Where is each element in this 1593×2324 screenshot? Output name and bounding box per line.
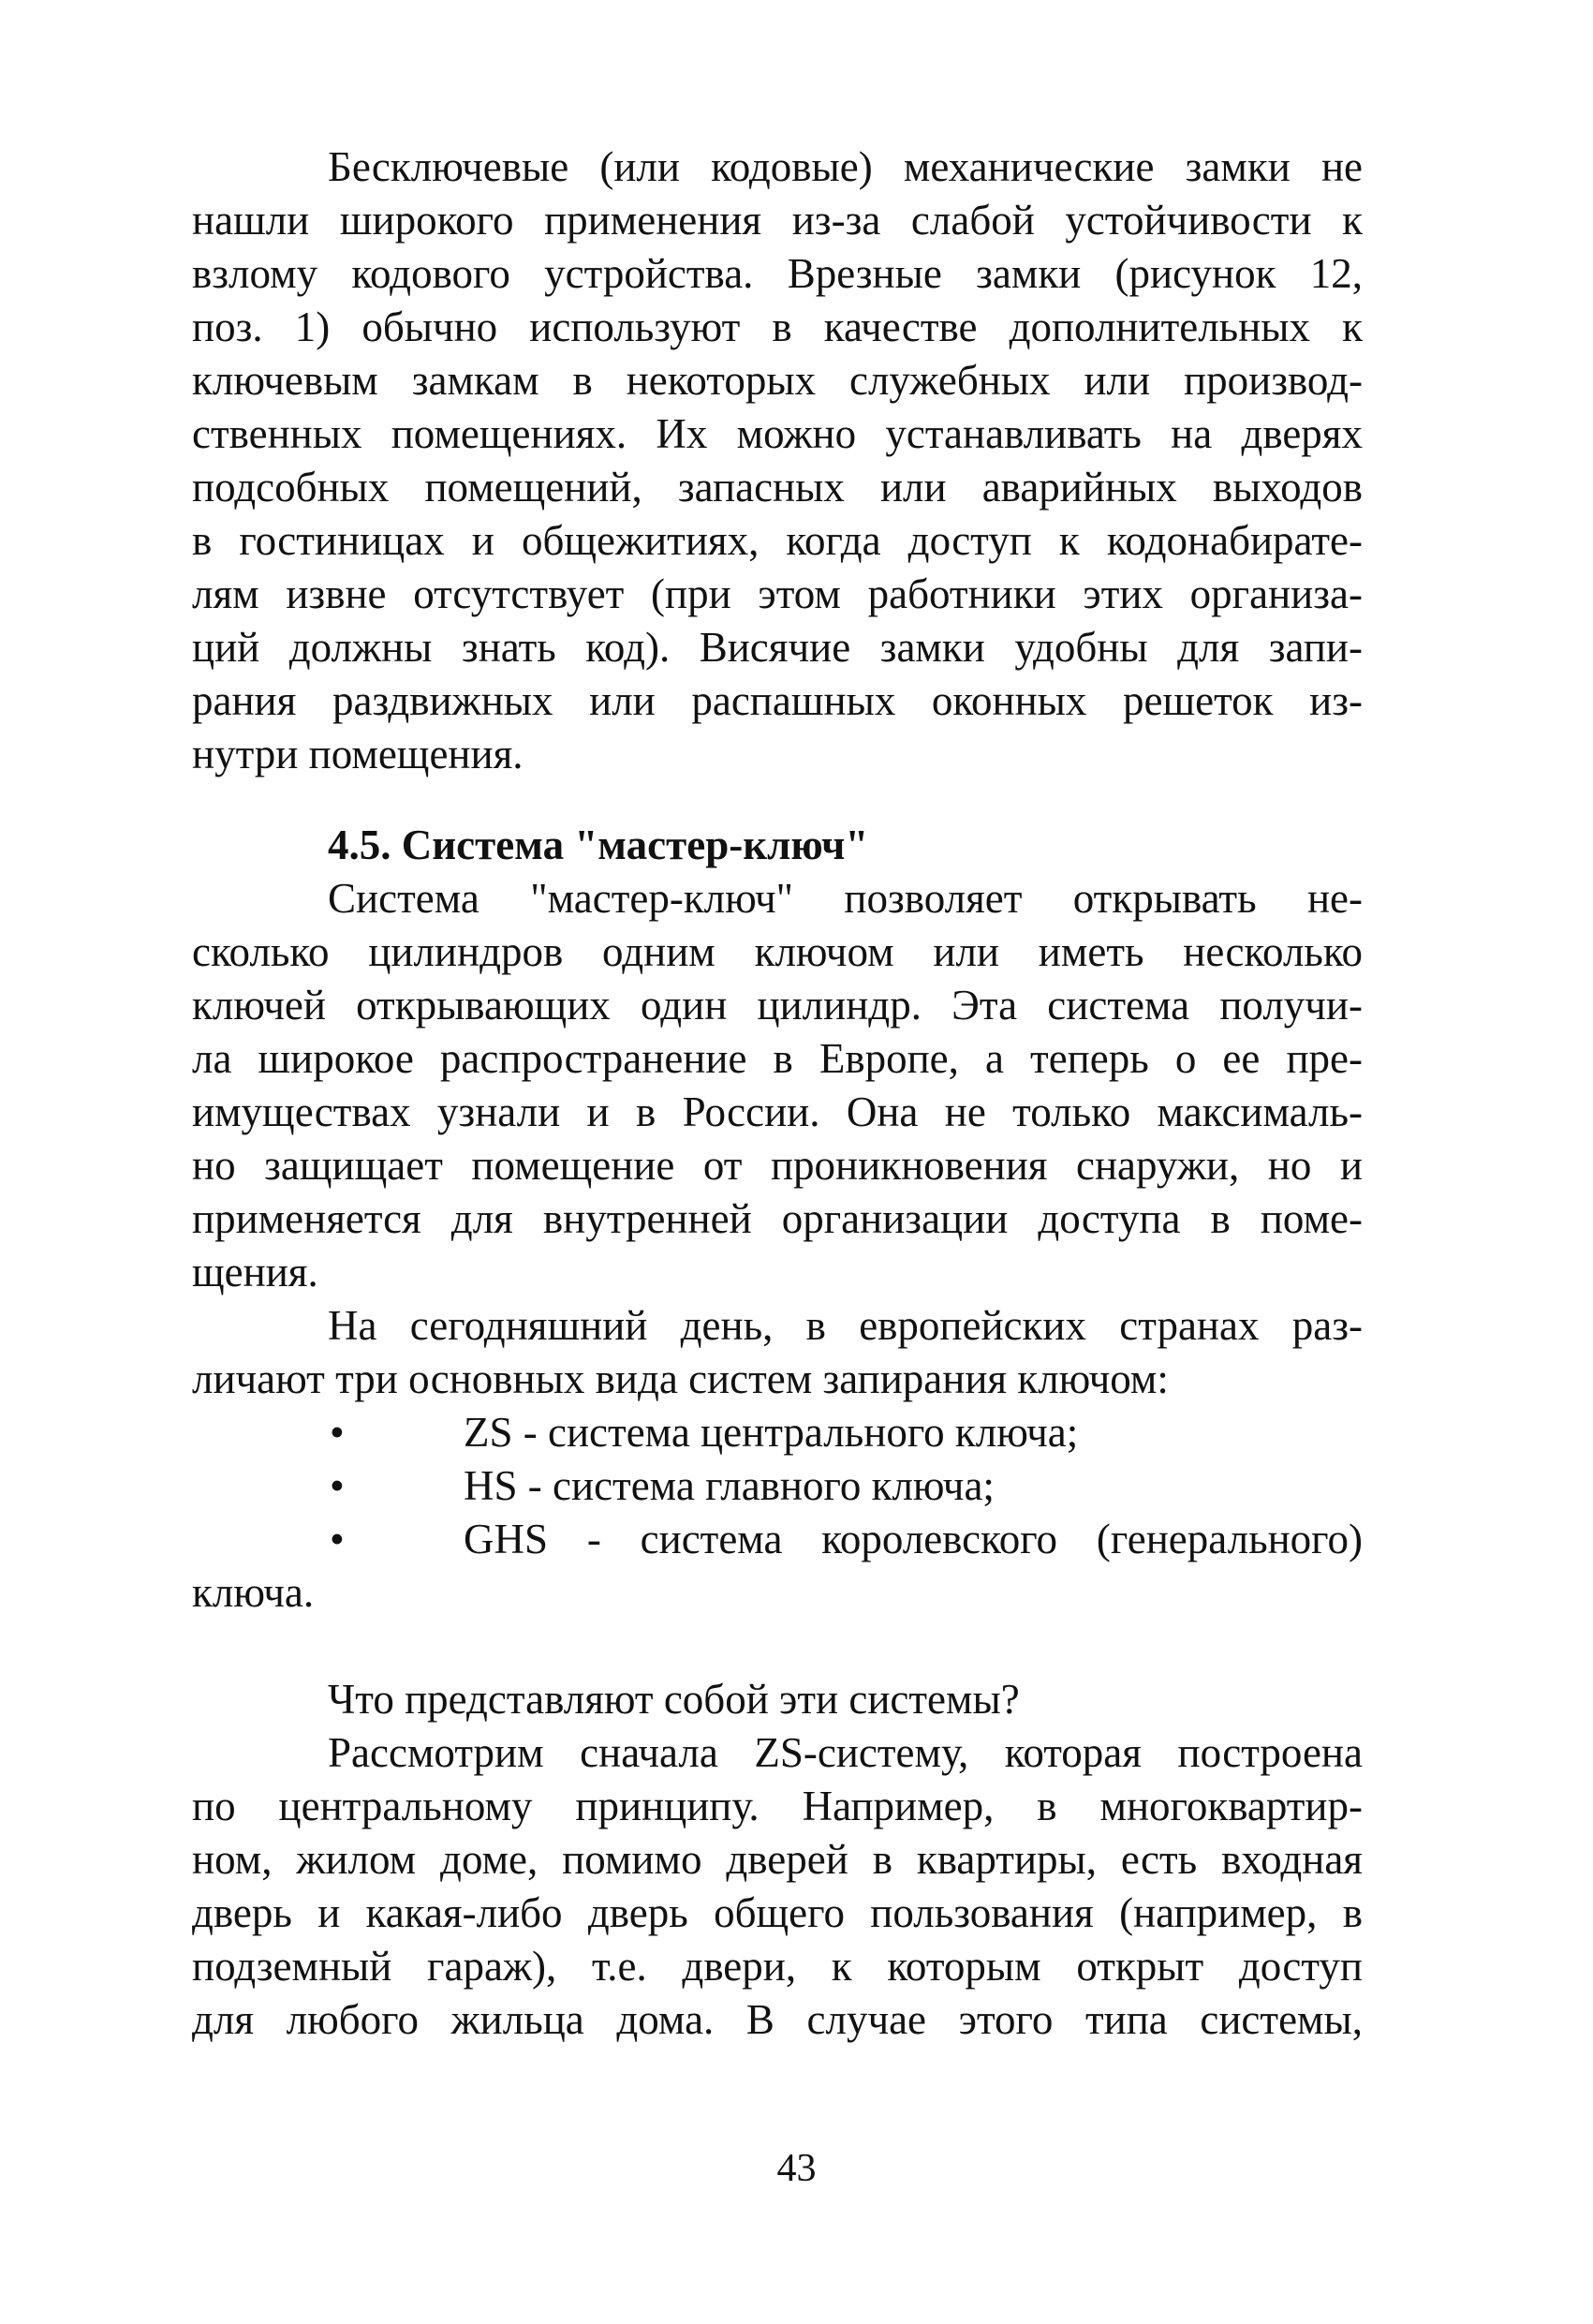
text-line: нашли широкого применения из-за слабой устойчивости к: [192, 197, 1363, 244]
text-line: ций должны знать код). Висячие замки удобны для запи-: [192, 624, 1363, 671]
text-line: применяется для внутренней организации доступа в поме-: [192, 1195, 1363, 1242]
bullet-marker: •: [330, 1409, 345, 1456]
list-item: [192, 1459, 1363, 1513]
text-line: На сегодняшний день, в европейских странах раз-: [328, 1302, 1363, 1349]
text-line: подсобных помещений, запасных или аварийных выходов: [192, 464, 1363, 511]
list-item: [192, 1406, 1363, 1459]
list-item-text: GHS - система королевского (генерального): [464, 1516, 1363, 1562]
list-item-text: HS - система главного ключа;: [464, 1462, 995, 1509]
text-line: лям извне отсутствует (при этом работники этих организа-: [192, 570, 1363, 617]
text-line: ном, жилом доме, помимо дверей в квартиры, есть входная: [192, 1836, 1363, 1883]
text-line: нутри помещения.: [192, 731, 524, 777]
text-line: в гостиницах и общежитиях, когда доступ к кодонабирате-: [192, 517, 1363, 564]
paragraph-master-key: [192, 872, 1363, 1299]
text-line: ключей открывающих один цилиндр. Эта система получи-: [192, 982, 1363, 1029]
text-line: сколько цилиндров одним ключом или иметь несколько: [192, 928, 1363, 975]
page-body: [192, 141, 1363, 2047]
text-line: по центральному принципу. Например, в многоквартир-: [192, 1783, 1363, 1829]
paragraph-zs-system: [192, 1726, 1363, 2047]
text-line: рания раздвижных или распашных оконных решеток из-: [192, 677, 1363, 724]
text-line: щения.: [192, 1249, 318, 1295]
text-line: ственных помещениях. Их можно устанавливать на дверях: [192, 410, 1363, 457]
text-line: взлому кодового устройства. Врезные замки (рисунок 12,: [192, 250, 1363, 297]
text-line: личают три основных вида систем запирания ключом:: [192, 1355, 1169, 1402]
bullet-marker: •: [330, 1462, 345, 1509]
bullet-marker: •: [330, 1516, 345, 1562]
text-line: поз. 1) обычно используют в качестве дополнительных к: [192, 303, 1363, 350]
paragraph-locks: [192, 141, 1363, 781]
question-line: Что представляют собой эти системы?: [328, 1676, 1020, 1723]
text-line: Рассмотрим сначала ZS-систему, которая построена: [328, 1729, 1363, 1776]
text-line: ла широкое распространение в Европе, а теперь о ее пре-: [192, 1035, 1363, 1082]
text-line: подземный гараж), т.е. двери, к которым открыт доступ: [192, 1943, 1363, 1990]
text-line: для любого жильца дома. В случае этого типа системы,: [192, 1996, 1363, 2043]
blank-line: [192, 1620, 1363, 1673]
list-item-continuation: ключа.: [192, 1569, 315, 1616]
bullet-list: [192, 1406, 1363, 1620]
section-heading: 4.5. Система "мастер-ключ": [328, 822, 869, 868]
text-line: но защищает помещение от проникновения снаружи, но и: [192, 1142, 1363, 1189]
text-line: ключевым замкам в некоторых служебных или производ-: [192, 357, 1363, 404]
text-line: Бесключевые (или кодовые) механические замки не: [328, 143, 1363, 190]
paragraph-systems-intro: [192, 1299, 1363, 1406]
page-number: 43: [776, 2147, 817, 2190]
text-line: дверь и какая-либо дверь общего пользования (например, в: [192, 1889, 1363, 1936]
text-line: Система "мастер-ключ" позволяет открывать не-: [328, 875, 1363, 922]
list-item: [192, 1513, 1363, 1566]
list-item-text: ZS - система центрального ключа;: [464, 1409, 1079, 1456]
text-line: имуществах узнали и в России. Она не только максималь-: [192, 1088, 1363, 1135]
